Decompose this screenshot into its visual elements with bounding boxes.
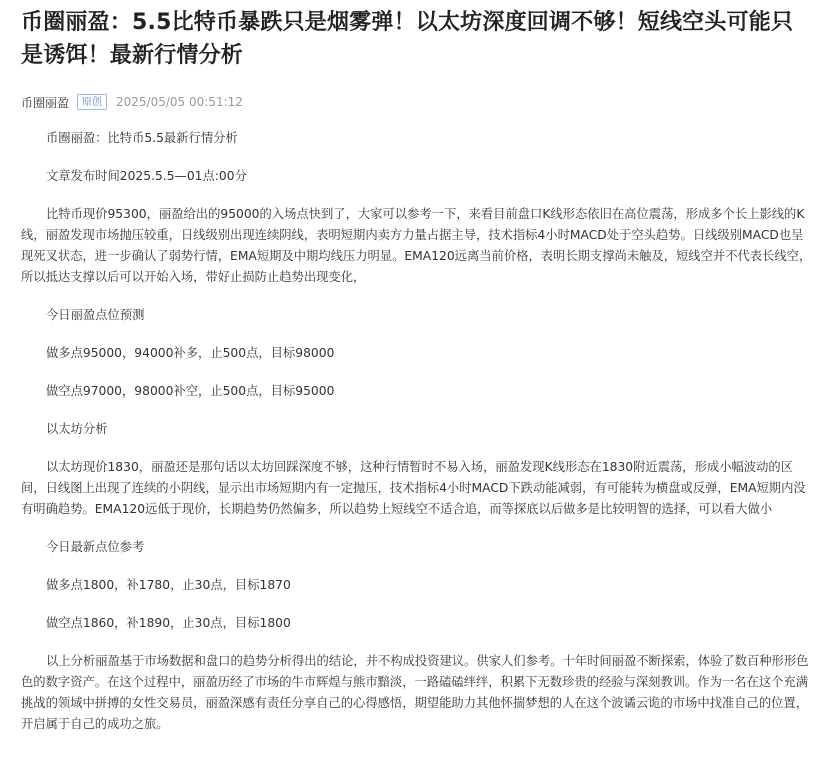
article-paragraph: 文章发布时间2025.5.5—01点:00分 (46, 169, 247, 183)
article-paragraph: 今日丽盈点位预测 (46, 308, 145, 322)
article-paragraph: 做空点1860，补1890，止30点，目标1800 (46, 616, 291, 630)
article-paragraph: 以太坊现价1830，丽盈还是那句话以太坊回踩深度不够，这种行情暂时不易入场，丽盈发现K线形态在1830附近震荡，形成小幅波动的区间，日线图上出现了连续的小阴线，显示出市场短期内有一定抛压，技术指标4小时MACD下跌动能减弱，有可能转为横盘或反弹，EMA短期内没有明确趋势。EMA120远低于现价，长期趋势仍然偏多，所以趋势上短线空不适合追，而等探底以后做多是比较明智的选择，可以看大做小 (21, 460, 806, 516)
article-paragraph: 以上分析丽盈基于市场数据和盘口的趋势分析得出的结论，并不构成投资建议。供家人们参考。十年时间丽盈不断探索，体验了数百种形形色色的数字资产。在这个过程中，丽盈历经了市场的牛市辉煌与熊市黯淡，一路磕磕绊绊，积累下无数珍贵的经验与深刻教训。作为一名在这个充满挑战的领域中拼搏的女性交易员，丽盈深感有责任分享自己的心得感悟，期望能助力其他怀揣梦想的人在这个波谲云诡的市场中找准自己的位置，开启属于自己的成功之旅。 (21, 654, 809, 731)
article-paragraph: 做空点97000，98000补空，止500点，目标95000 (46, 384, 335, 398)
article-meta (21, 92, 813, 112)
article-paragraph: 比特币现价95300，丽盈给出的95000的入场点快到了，大家可以参考一下，来看目前盘口K线形态依旧在高位震荡，形成多个长上影线的K线，丽盈发现市场抛压较重，日线级别出现连续阴线，表明短期内卖方力量占据主导，技术指标4小时MACD处于空头趋势。日线级别MACD也呈现死叉状态，进一步确认了弱势行情，EMA短期及中期均线压力明显。EMA120远离当前价格，表明长期支撑尚未触及，短线空并不代表长线空，所以抵达支撑以后可以开始入场，带好止损防止趋势出现变化， (21, 207, 812, 284)
article-title: 币圈丽盈：5.5比特币暴跌只是烟雾弹！以太坊深度回调不够！短线空头可能只是诱饵！最新行情分析 (21, 10, 794, 68)
article-paragraph: 以太坊分析 (46, 422, 108, 436)
article-paragraph: 做多点1800，补1780，止30点，目标1870 (46, 578, 291, 592)
article-paragraph: 做多点95000，94000补多，止500点，目标98000 (46, 346, 335, 360)
article-body (21, 128, 813, 735)
publish-date: 2025/05/05 00:51:12 (116, 95, 243, 109)
article-paragraph: 今日最新点位参考 (46, 540, 145, 554)
original-badge: 原创 (77, 94, 107, 110)
author-name[interactable]: 币圈丽盈 (21, 95, 70, 110)
article-paragraph: 币圈丽盈：比特币5.5最新行情分析 (46, 131, 238, 145)
